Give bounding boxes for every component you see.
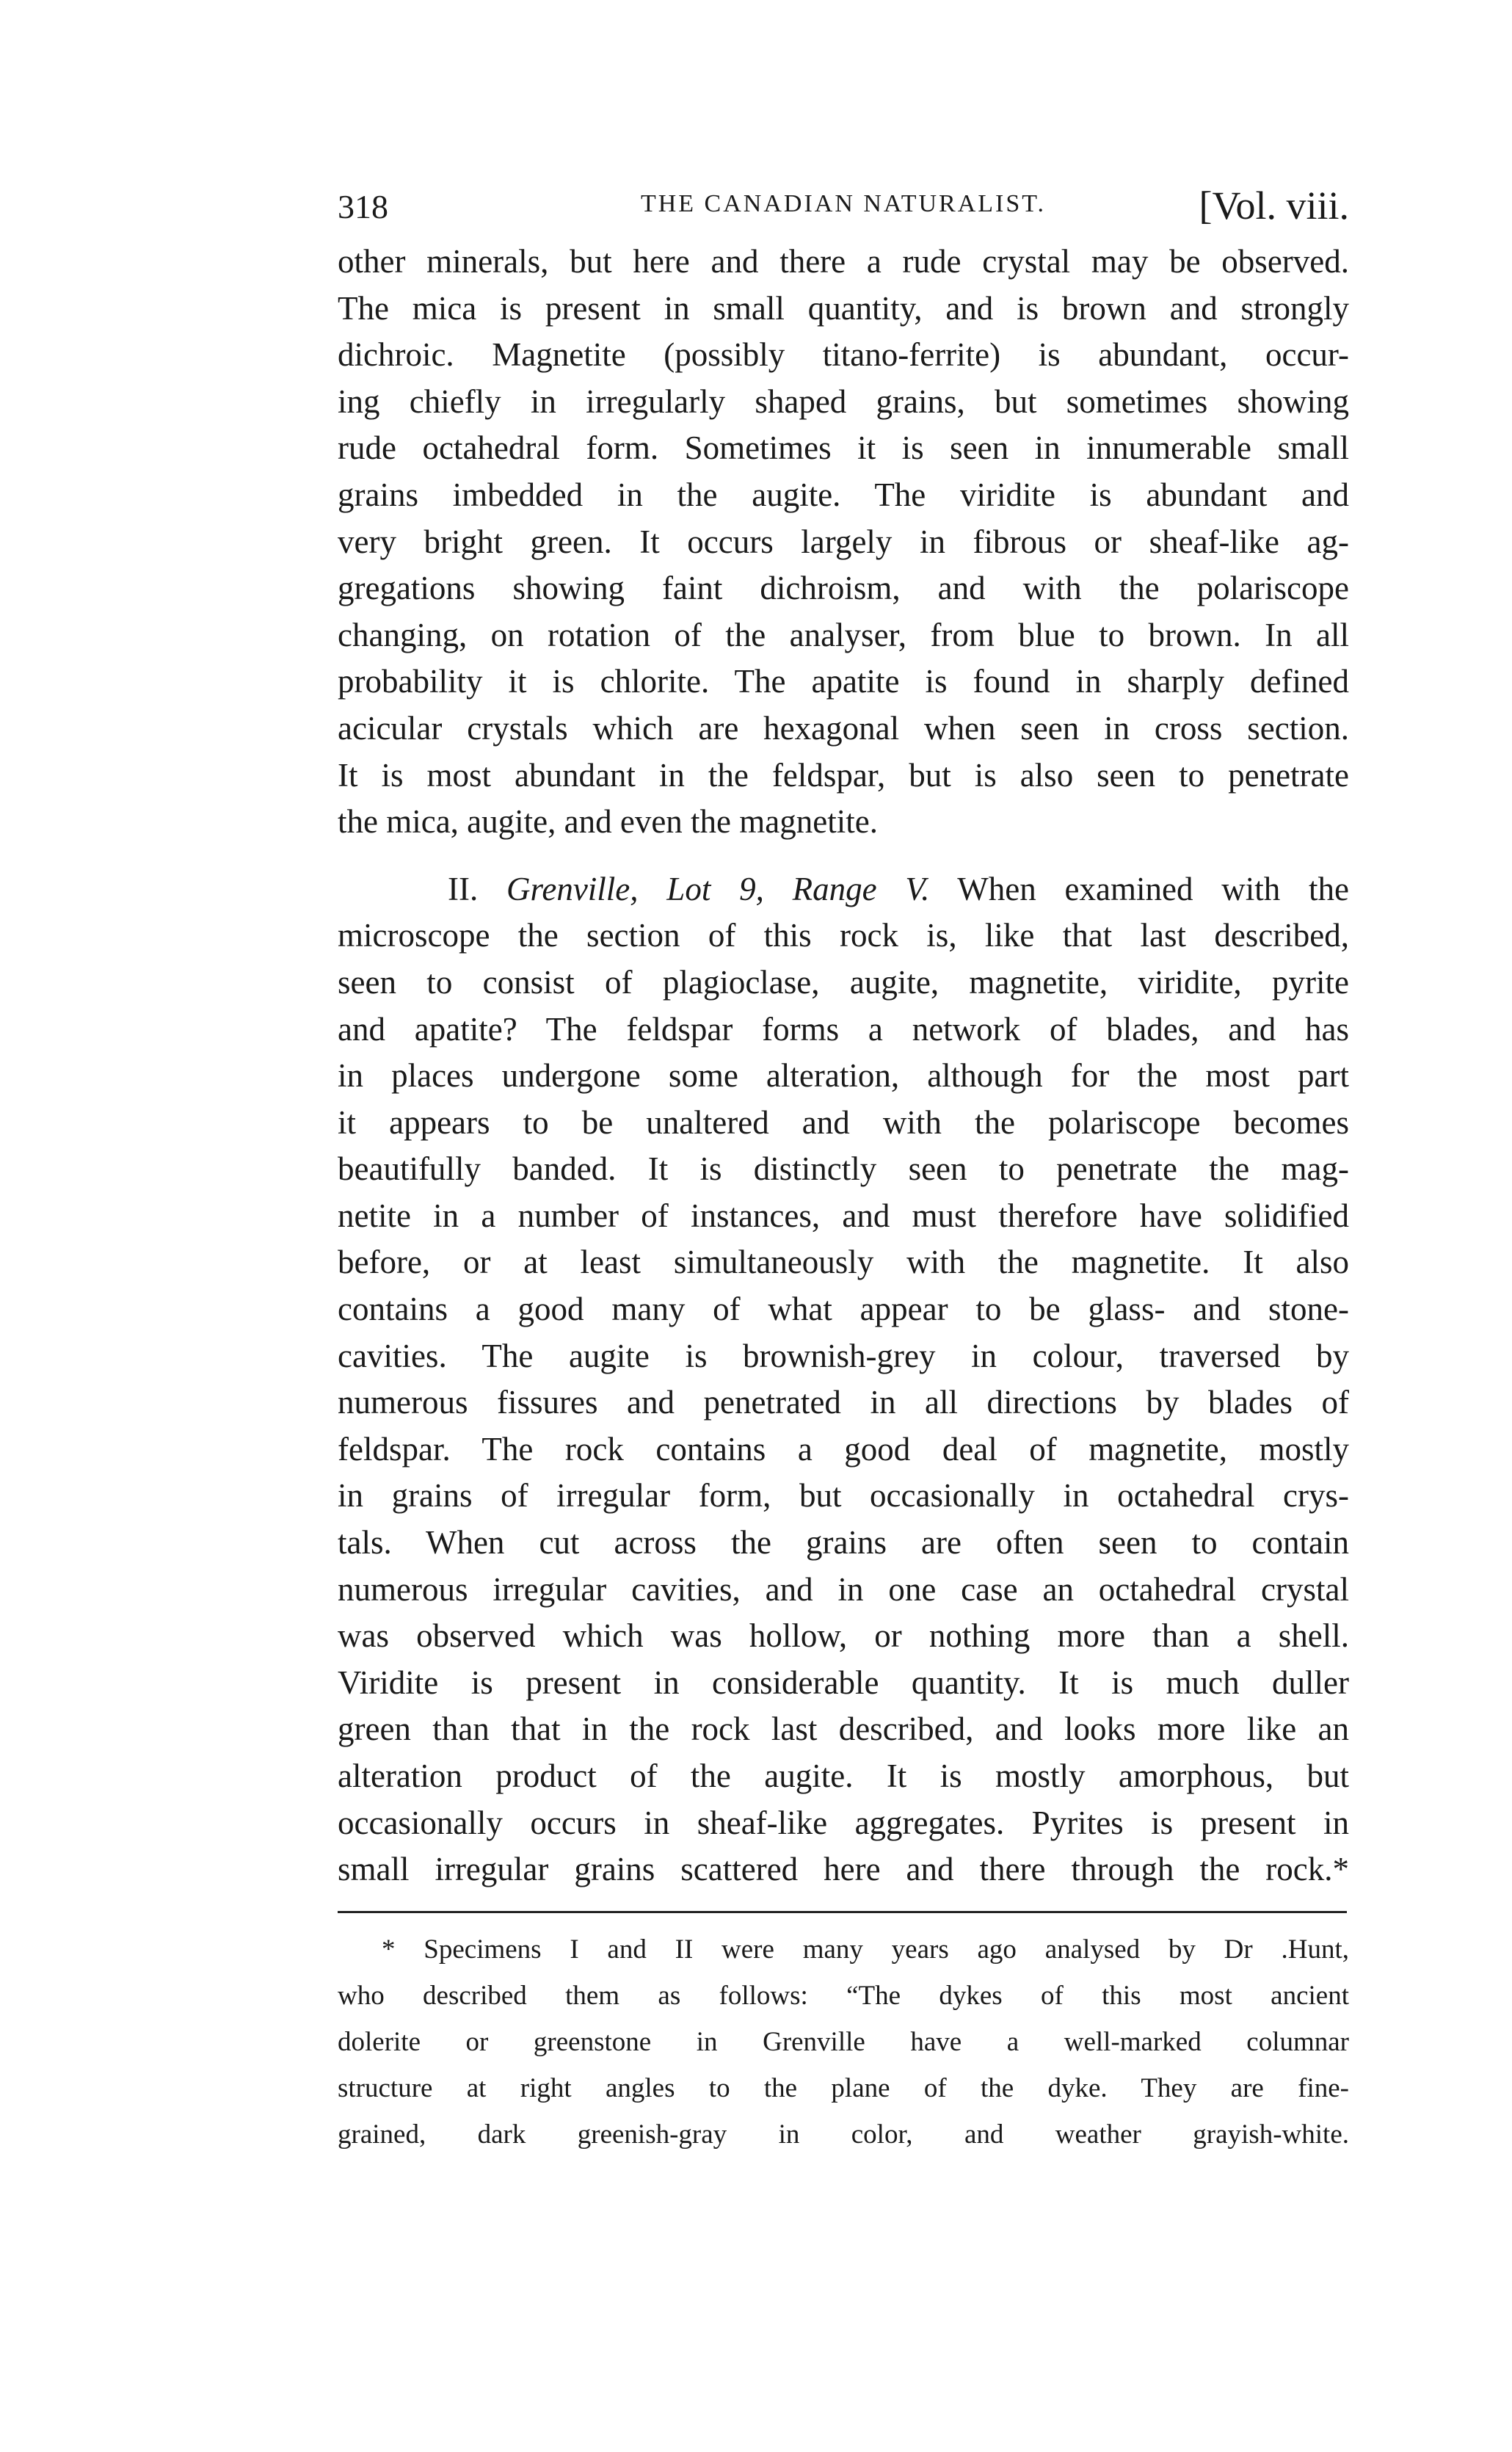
text-line: in places undergone some alteration, although for the most part xyxy=(338,1057,1349,1095)
text-line: The mica is present in small quantity, and is brown and strongly xyxy=(338,289,1349,327)
footnote-line: dolerite or greenstone in Grenville have a well-marked columnar xyxy=(338,2026,1349,2057)
text-line: beautifully banded. It is distinctly seen to penetrate the mag- xyxy=(338,1150,1349,1188)
text-line: small irregular grains scattered here and there through the rock.* xyxy=(338,1851,1349,1888)
text-line: feldspar. The rock contains a good deal of magnetite, mostly xyxy=(338,1430,1349,1468)
text-line: was observed which was hollow, or nothing more than a shell. xyxy=(338,1617,1349,1655)
section-numeral: II. xyxy=(448,870,479,907)
text-line: acicular crystals which are hexagonal when seen in cross section. xyxy=(338,709,1349,747)
text-line: dichroic. Magnetite (possibly titano-ferrite) is abundant, occur- xyxy=(338,336,1349,374)
text-line: other minerals, but here and there a rude crystal may be observed. xyxy=(338,243,1349,280)
text-line: contains a good many of what appear to be glass- and stone- xyxy=(338,1291,1349,1328)
text-line: tals. When cut across the grains are often seen to contain xyxy=(338,1524,1349,1561)
text-line: netite in a number of instances, and must therefore have solidified xyxy=(338,1197,1349,1234)
text-line: occasionally occurs in sheaf-like aggregates. Pyrites is present in xyxy=(338,1804,1349,1841)
text-line: before, or at least simultaneously with the magnetite. It also xyxy=(338,1244,1349,1281)
text-line: It is most abundant in the feldspar, but is also seen to penetrate xyxy=(338,756,1349,794)
text-line: gregations showing faint dichroism, and with the polariscope xyxy=(338,570,1349,607)
footnote-line: grained, dark greenish-gray in color, and weather grayish-white. xyxy=(338,2119,1349,2150)
paragraph-1 xyxy=(338,239,1349,846)
footnote-line: * Specimens I and II were many years ago analysed by Dr .Hunt, xyxy=(382,1934,1349,1965)
text-line: very bright green. It occurs largely in fibrous or sheaf-like ag- xyxy=(338,523,1349,560)
text-line: cavities. The augite is brownish-grey in colour, traversed by xyxy=(338,1337,1349,1374)
text-line: Viridite is present in considerable quantity. It is much duller xyxy=(338,1664,1349,1701)
text-line: seen to consist of plagioclase, augite, magnetite, viridite, pyrite xyxy=(338,963,1349,1001)
text-line: microscope the section of this rock is, like that last described, xyxy=(338,917,1349,954)
text-line: the mica, augite, and even the magnetite. xyxy=(338,803,878,841)
page xyxy=(338,180,1349,2158)
text-line: grains imbedded in the augite. The viridite is abundant and xyxy=(338,476,1349,513)
text-line: rude octahedral form. Sometimes it is seen in innumerable small xyxy=(338,429,1349,467)
text-line: probability it is chlorite. The apatite is found in sharply defined xyxy=(338,663,1349,700)
text-line-first xyxy=(338,866,1349,913)
text-line: it appears to be unaltered and with the polariscope becomes xyxy=(338,1103,1349,1141)
text-line: changing, on rotation of the analyser, from blue to brown. In all xyxy=(338,616,1349,653)
volume-label: [Vol. viii. xyxy=(1199,184,1349,228)
text-line: green than that in the rock last described, and looks more like an xyxy=(338,1711,1349,1748)
paragraph-2 xyxy=(338,866,1349,1893)
footnote-line: who described them as follows: “The dykes of this most ancient xyxy=(338,1980,1349,2011)
page-number: 318 xyxy=(338,188,388,225)
locality-title: Grenville, Lot 9, Range V. xyxy=(506,870,930,907)
footnote-rule xyxy=(338,1911,1347,1913)
first-line-rest: When examined with the xyxy=(957,870,1349,907)
text-line: alteration product of the augite. It is mostly amorphous, but xyxy=(338,1758,1349,1794)
text-line: and apatite? The feldspar forms a network of blades, and has xyxy=(338,1010,1349,1048)
running-header xyxy=(338,180,1349,239)
footnote-line: structure at right angles to the plane of the dyke. They are fine- xyxy=(338,2072,1349,2103)
running-title: THE CANADIAN NATURALIST. xyxy=(640,190,1047,217)
text-line: in grains of irregular form, but occasionally in octahedral crys- xyxy=(338,1477,1349,1515)
footnote xyxy=(338,1926,1349,2158)
text-line: numerous fissures and penetrated in all directions by blades of xyxy=(338,1384,1349,1421)
text-line: numerous irregular cavities, and in one case an octahedral crystal xyxy=(338,1570,1349,1608)
text-line: ing chiefly in irregularly shaped grains, but sometimes showing xyxy=(338,382,1349,420)
body-text xyxy=(338,239,1349,1893)
